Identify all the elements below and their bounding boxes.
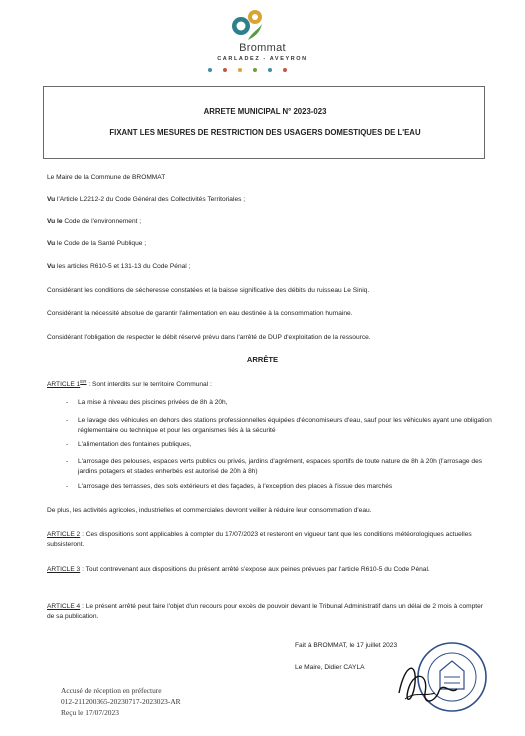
brand-name: Brommat — [239, 42, 286, 54]
article2: ARTICLE 2 : Ces dispositions sont applicables à compter du 17/07/2023 et resteront en vigueur tant que les conditions météorologiques actuelles subsisteront. — [47, 531, 472, 548]
official-stamp — [395, 633, 495, 721]
considerant-alimentation: Considérant la nécessité absolue de garantir l'alimentation en eau destinée à la consommation humaine. — [47, 310, 353, 317]
title-box — [43, 86, 485, 159]
article1-intro: ARTICLE 1ER : Sont interdits sur le territoire Communal : — [47, 379, 212, 389]
arrete-subtitle: FIXANT LES MESURES DE RESTRICTION DES USAGERS DOMESTIQUES DE L'EAU — [109, 128, 421, 137]
fait-a: Fait à BROMMAT, le 17 juillet 2023 — [295, 642, 398, 649]
receipt-line2: 012-211200365-20230717-2023023-AR — [61, 697, 181, 706]
receipt-line1: Accusé de réception en préfecture — [61, 686, 162, 695]
arrete-heading: ARRÊTE — [246, 355, 279, 364]
brand-dot — [268, 68, 272, 72]
vu-cgct: Vu l'Article L2212-2 du Code Général des Collectivités Territoriales ; — [47, 196, 246, 203]
brand-dot — [283, 68, 287, 72]
vu-env: Vu le Code de l'environnement ; — [47, 218, 142, 225]
brand-dot — [223, 68, 227, 72]
brand-dots — [208, 68, 287, 72]
receipt-line3: Reçu le 17/07/2023 — [61, 708, 119, 717]
brand-dot — [238, 68, 242, 72]
arrete-title: ARRETE MUNICIPAL N° 2023-023 — [203, 107, 327, 116]
article3: ARTICLE 3 : Tout contrevenant aux dispositions du présent arrêté s'expose aux peines prévues par l'article R610-5 du Code Pénal. — [47, 566, 430, 573]
considerant-debit: Considérant l'obligation de respecter le débit réservé prévu dans l'arrêté de DUP d'exploitation de la ressource. — [47, 334, 371, 341]
article1-after: De plus, les activités agricoles, industrielles et commerciales devront veiller à réduire leur consommation d'eau. — [47, 507, 372, 514]
logo-leaf — [248, 24, 262, 40]
article4: ARTICLE 4 : Le présent arrêté peut faire l'objet d'un recours pour excès de pouvoir devant le Tribunal Administratif dans un délai de 2 mois à compter de sa publication. — [47, 603, 483, 620]
maire-signatory: Le Maire, Didier CAYLA — [295, 664, 365, 671]
vu-penal: Vu les articles R610-5 et 131-13 du Code Pénal ; — [47, 263, 191, 270]
brand-dot — [208, 68, 212, 72]
brand-subtitle: CARLADEZ - AVEYRON — [217, 56, 308, 62]
vu-sante: Vu le Code de la Santé Publique ; — [47, 240, 147, 247]
commune-logo — [228, 4, 268, 44]
maire-line: Le Maire de la Commune de BROMMAT — [47, 174, 166, 181]
brand-dot — [253, 68, 257, 72]
considerant-secheresse: Considérant les conditions de sécheresse constatées et la baisse significative des débits du ruisseau Le Siniq. — [47, 287, 370, 294]
